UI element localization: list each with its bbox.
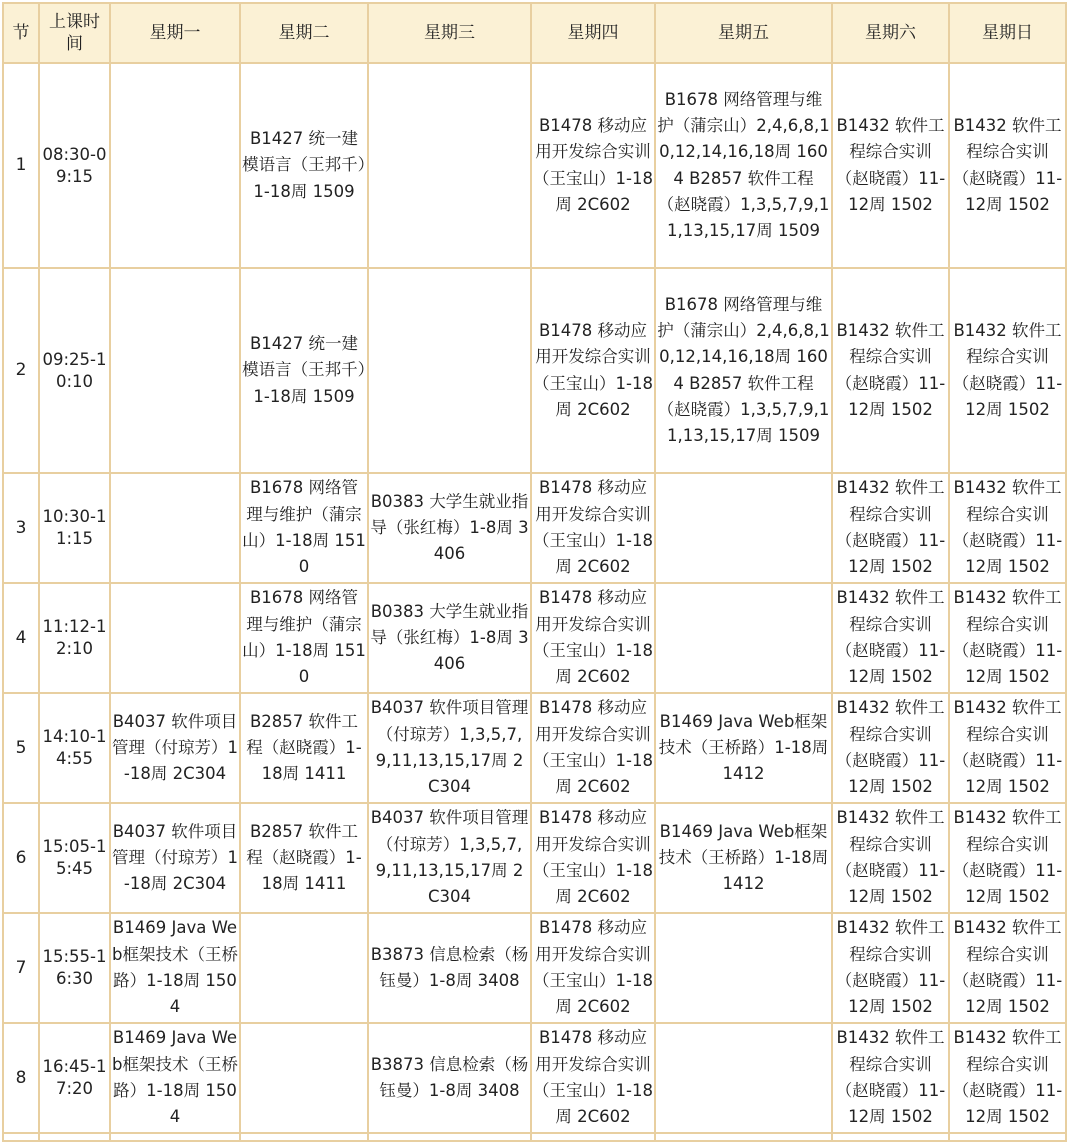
table-row <box>3 63 1066 268</box>
course-cell: B1478 移动应用开发综合实训（王宝山）1-18周 2C602 <box>531 63 655 268</box>
period-number: 4 <box>3 583 39 693</box>
course-cell: B1478 移动应用开发综合实训（王宝山）1-18周 2C602 <box>531 268 655 473</box>
course-cell <box>110 63 240 268</box>
class-time: 09:25-10:10 <box>39 268 110 473</box>
course-cell: B4037 软件项目管理（付琼芳）1,3,5,7,9,11,13,15,17周 2C304 <box>368 803 531 913</box>
course-cell: B4037 软件项目管理（付琼芳）1-18周 2C304 <box>110 803 240 913</box>
table-row <box>3 473 1066 583</box>
timetable <box>2 2 1067 1142</box>
header-time: 上课时间 <box>39 3 110 63</box>
period-number: 5 <box>3 693 39 803</box>
course-cell: B2857 软件工程（赵晓霞）1-18周 1411 <box>240 803 368 913</box>
course-cell: B0383 大学生就业指导（张红梅）1-8周 3406 <box>368 473 531 583</box>
class-time: 11:12-12:10 <box>39 583 110 693</box>
course-cell: B1432 软件工程综合实训（赵晓霞）11-12周 1502 <box>949 268 1066 473</box>
class-time: 08:30-09:15 <box>39 63 110 268</box>
course-cell: B0383 大学生就业指导（张红梅）1-8周 3406 <box>368 583 531 693</box>
course-cell: B1432 软件工程综合实训（赵晓霞）11-12周 1502 <box>949 803 1066 913</box>
course-cell <box>110 268 240 473</box>
table-row <box>3 583 1066 693</box>
period-number: 6 <box>3 803 39 913</box>
course-cell: B1678 网络管理与维护（蒲宗山）1-18周 1510 <box>240 583 368 693</box>
course-cell: B1432 软件工程综合实训（赵晓霞）11-12周 1502 <box>949 1023 1066 1133</box>
course-cell <box>110 473 240 583</box>
course-cell <box>655 1023 832 1133</box>
course-cell <box>655 473 832 583</box>
course-cell <box>240 1023 368 1133</box>
course-cell: B1478 移动应用开发综合实训（王宝山）1-18周 2C602 <box>531 583 655 693</box>
table-row <box>3 803 1066 913</box>
course-cell: B1478 移动应用开发综合实训（王宝山）1-18周 2C602 <box>531 803 655 913</box>
course-cell: B1432 软件工程综合实训（赵晓霞）11-12周 1502 <box>832 63 949 268</box>
header-saturday: 星期六 <box>832 3 949 63</box>
course-cell: B1678 网络管理与维护（蒲宗山）2,4,6,8,10,12,14,16,18周 1604 B2857 软件工程（赵晓霞）1,3,5,7,9,11,13,15,17周 1509 <box>655 63 832 268</box>
course-cell: B1478 移动应用开发综合实训（王宝山）1-18周 2C602 <box>531 913 655 1023</box>
course-cell: B1478 移动应用开发综合实训（王宝山）1-18周 2C602 <box>531 693 655 803</box>
class-time: 15:55-16:30 <box>39 913 110 1023</box>
course-cell: B1432 软件工程综合实训（赵晓霞）11-12周 1502 <box>832 1023 949 1133</box>
period-number: 2 <box>3 268 39 473</box>
course-cell: B2857 软件工程（赵晓霞）1-18周 1411 <box>240 693 368 803</box>
period-number: 8 <box>3 1023 39 1133</box>
period-number: 3 <box>3 473 39 583</box>
period-number: 1 <box>3 63 39 268</box>
header-row <box>3 3 1066 63</box>
course-cell: B1432 软件工程综合实训（赵晓霞）11-12周 1502 <box>832 803 949 913</box>
course-cell <box>110 583 240 693</box>
course-cell: B1469 Java Web框架技术（王桥路）1-18周 1412 <box>655 693 832 803</box>
course-cell <box>368 268 531 473</box>
class-time: 16:45-17:20 <box>39 1023 110 1133</box>
course-cell: B1478 移动应用开发综合实训（王宝山）1-18周 2C602 <box>531 1023 655 1133</box>
class-time: 15:05-15:45 <box>39 803 110 913</box>
course-cell: B1432 软件工程综合实训（赵晓霞）11-12周 1502 <box>949 473 1066 583</box>
table-row <box>3 1023 1066 1133</box>
course-cell <box>655 583 832 693</box>
table-row <box>3 913 1066 1023</box>
header-tuesday: 星期二 <box>240 3 368 63</box>
header-period: 节 <box>3 3 39 63</box>
course-cell: B3873 信息检索（杨钰曼）1-8周 3408 <box>368 1023 531 1133</box>
header-friday: 星期五 <box>655 3 832 63</box>
course-cell: B1432 软件工程综合实训（赵晓霞）11-12周 1502 <box>832 693 949 803</box>
course-cell: B1427 统一建模语言（王邦千）1-18周 1509 <box>240 63 368 268</box>
course-cell: B1432 软件工程综合实训（赵晓霞）11-12周 1502 <box>949 913 1066 1023</box>
course-cell: B1469 Java Web框架技术（王桥路）1-18周 1504 <box>110 913 240 1023</box>
course-cell: B1432 软件工程综合实训（赵晓霞）11-12周 1502 <box>949 693 1066 803</box>
course-cell: B1469 Java Web框架技术（王桥路）1-18周 1412 <box>655 803 832 913</box>
course-cell: B1432 软件工程综合实训（赵晓霞）11-12周 1502 <box>832 583 949 693</box>
course-cell: B1678 网络管理与维护（蒲宗山）2,4,6,8,10,12,14,16,18周 1604 B2857 软件工程（赵晓霞）1,3,5,7,9,11,13,15,17周 1509 <box>655 268 832 473</box>
course-cell: B1469 Java Web框架技术（王桥路）1-18周 1504 <box>110 1023 240 1133</box>
course-cell <box>240 913 368 1023</box>
course-cell: B1432 软件工程综合实训（赵晓霞）11-12周 1502 <box>949 63 1066 268</box>
class-time: 10:30-11:15 <box>39 473 110 583</box>
course-cell: B1432 软件工程综合实训（赵晓霞）11-12周 1502 <box>949 583 1066 693</box>
course-cell: B1427 统一建模语言（王邦千）1-18周 1509 <box>240 268 368 473</box>
course-cell: B1478 移动应用开发综合实训（王宝山）1-18周 2C602 <box>531 473 655 583</box>
course-cell: B3873 信息检索（杨钰曼）1-8周 3408 <box>368 913 531 1023</box>
course-cell: B1432 软件工程综合实训（赵晓霞）11-12周 1502 <box>832 268 949 473</box>
class-time: 14:10-14:55 <box>39 693 110 803</box>
period-number: 7 <box>3 913 39 1023</box>
course-cell: B1678 网络管理与维护（蒲宗山）1-18周 1510 <box>240 473 368 583</box>
course-cell <box>655 913 832 1023</box>
header-thursday: 星期四 <box>531 3 655 63</box>
header-sunday: 星期日 <box>949 3 1066 63</box>
course-cell: B4037 软件项目管理（付琼芳）1-18周 2C304 <box>110 693 240 803</box>
table-row <box>3 268 1066 473</box>
course-cell: B1432 软件工程综合实训（赵晓霞）11-12周 1502 <box>832 473 949 583</box>
header-wednesday: 星期三 <box>368 3 531 63</box>
table-row <box>3 693 1066 803</box>
course-cell <box>368 63 531 268</box>
course-cell: B4037 软件项目管理（付琼芳）1,3,5,7,9,11,13,15,17周 2C304 <box>368 693 531 803</box>
header-monday: 星期一 <box>110 3 240 63</box>
course-cell: B1432 软件工程综合实训（赵晓霞）11-12周 1502 <box>832 913 949 1023</box>
